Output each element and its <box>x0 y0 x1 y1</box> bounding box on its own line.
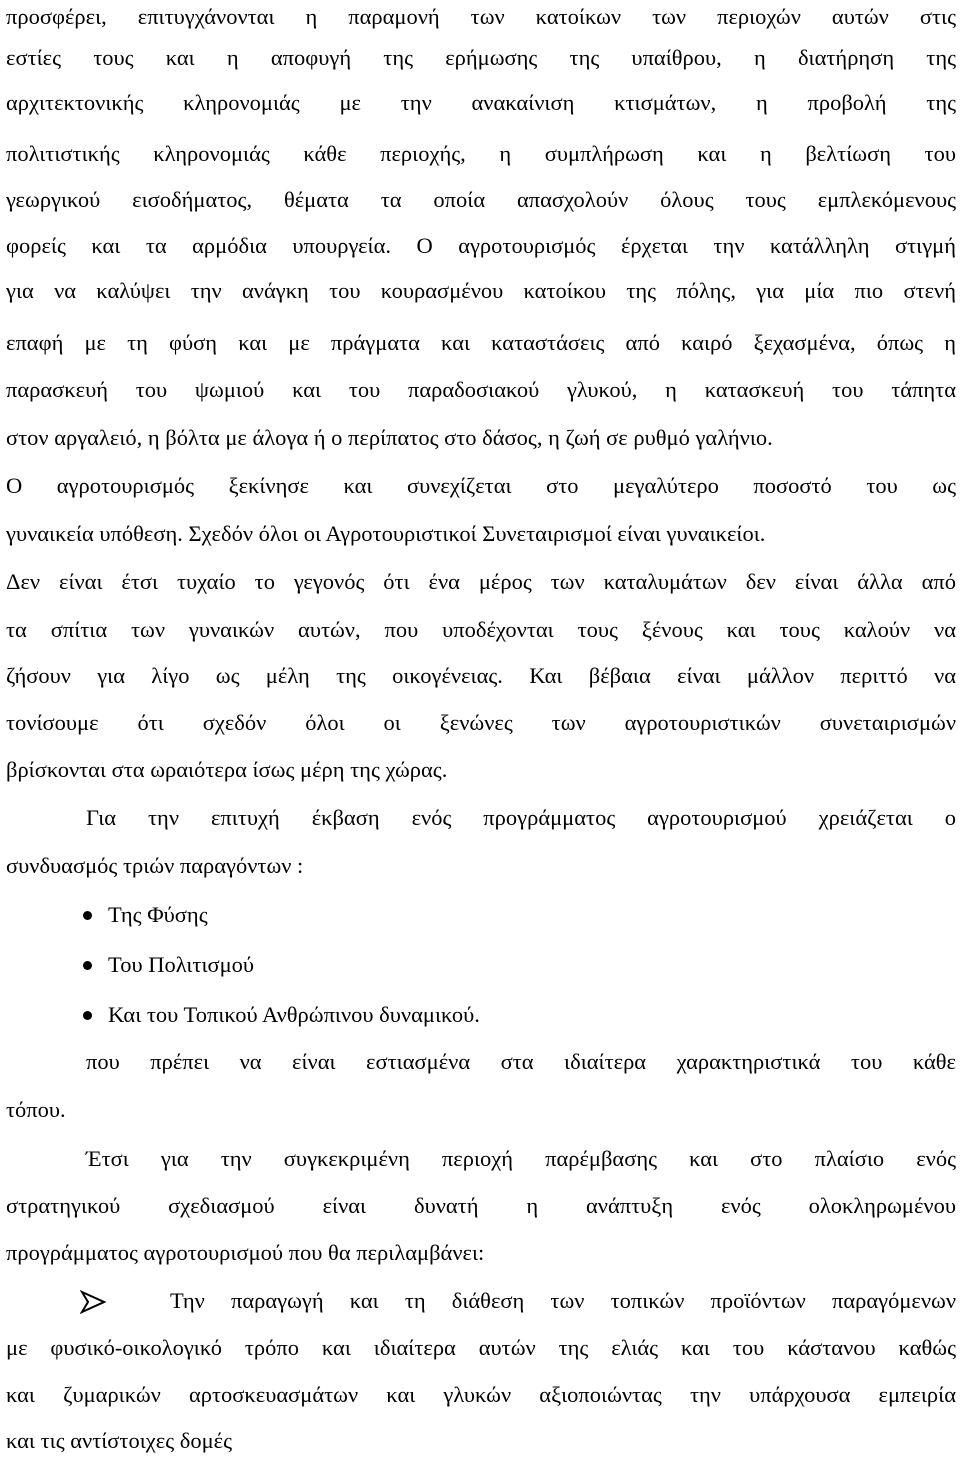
paragraph-line: τονίσουμε ότι σχεδόν όλοι οι ξενώνες των αγροτουριστικών συνεταιρισμών <box>6 710 956 735</box>
paragraph-line: για να καλύψει την ανάγκη του κουρασμένου κατοίκου της πόλης, για μία πιο στενή <box>6 278 956 303</box>
paragraph-line: παρασκευή του ψωμιού και του παραδοσιακού γλυκού, η κατασκευή του τάπητα <box>6 377 956 402</box>
paragraph-line: ζήσουν για λίγο ως μέλη της οικογένειας. Και βέβαια είναι μάλλον περιττό να <box>6 663 956 688</box>
paragraph-line: Ο αγροτουρισμός ξεκίνησε και συνεχίζεται στο μεγαλύτερο ποσοστό του ως <box>6 473 956 498</box>
bullet-item: Και του Τοπικού Ανθρώπινου δυναμικού. <box>108 1002 480 1027</box>
paragraph-line: προσφέρει, επιτυγχάνονται η παραμονή των κατοίκων των περιοχών αυτών στις <box>6 4 956 29</box>
bullet-dot-icon <box>83 1011 92 1020</box>
paragraph-line: γεωργικού εισοδήματος, θέματα τα οποία απασχολούν όλους τους εμπλεκόμενους <box>6 187 956 212</box>
paragraph-line: και ζυμαρικών αρτοσκευασμάτων και γλυκών αξιοποιώντας την υπάρχουσα εμπειρία <box>6 1382 956 1407</box>
paragraph-line: γυναικεία υπόθεση. Σχεδόν όλοι οι Αγροτουριστικοί Συνεταιρισμοί είναι γυναικείοι. <box>6 521 766 546</box>
paragraph-line: συνδυασμός τριών παραγόντων : <box>6 853 304 878</box>
paragraph-line: πολιτιστικής κληρονομιάς κάθε περιοχής, η συμπλήρωση και η βελτίωση του <box>6 141 956 166</box>
bullet-item: Του Πολιτισμού <box>108 952 255 977</box>
paragraph-line: στον αργαλειό, η βόλτα με άλογα ή ο περίπατος στο δάσος, η ζωή σε ρυθμό γαλήνιο. <box>6 425 773 450</box>
paragraph-line: φορείς και τα αρμόδια υπουργεία. Ο αγροτουρισμός έρχεται την κατάλληλη στιγμή <box>6 233 956 258</box>
bullet-dot-icon <box>83 961 92 970</box>
paragraph-line: στρατηγικού σχεδιασμού είναι δυνατή η ανάπτυξη ενός ολοκληρωμένου <box>6 1193 956 1218</box>
paragraph-line: που πρέπει να είναι εστιασμένα στα ιδιαίτερα χαρακτηριστικά του κάθε <box>86 1049 956 1074</box>
paragraph-line: επαφή με τη φύση και με πράγματα και καταστάσεις από καιρό ξεχασμένα, όπως η <box>6 330 956 355</box>
paragraph-line: προγράμματος αγροτουρισμού που θα περιλαμβάνει: <box>6 1240 485 1265</box>
bullet-dot-icon <box>83 911 92 920</box>
paragraph-line: Έτσι για την συγκεκριμένη περιοχή παρέμβασης και στο πλαίσιο ενός <box>86 1146 956 1171</box>
bullet-item: Της Φύσης <box>108 902 208 927</box>
paragraph-line: τόπου. <box>6 1097 66 1122</box>
paragraph-line: βρίσκονται στα ωραιότερα ίσως μέρη της χώρας. <box>6 757 448 782</box>
paragraph-line: τα σπίτια των γυναικών αυτών, που υποδέχονται τους ξένους και τους καλούν να <box>6 617 956 642</box>
paragraph-line: Δεν είναι έτσι τυχαίο το γεγονός ότι ένα μέρος των καταλυμάτων δεν είναι άλλα από <box>6 569 956 594</box>
paragraph-line: αρχιτεκτονικής κληρονομιάς με την ανακαίνιση κτισμάτων, η προβολή της <box>6 90 956 115</box>
paragraph-line: Για την επιτυχή έκβαση ενός προγράμματος αγροτουρισμού χρειάζεται ο <box>86 805 956 830</box>
paragraph-line: εστίες τους και η αποφυγή της ερήμωσης της υπαίθρου, η διατήρηση της <box>6 45 956 70</box>
arrow-item-line: Την παραγωγή και τη διάθεση των τοπικών προϊόντων παραγόμενων <box>170 1288 956 1313</box>
paragraph-line: με φυσικό-οικολογικό τρόπο και ιδιαίτερα αυτών της ελιάς και του κάστανου καθώς <box>6 1335 956 1360</box>
arrowhead-bullet-icon <box>80 1290 106 1314</box>
paragraph-line: και τις αντίστοιχες δομές <box>6 1428 233 1453</box>
